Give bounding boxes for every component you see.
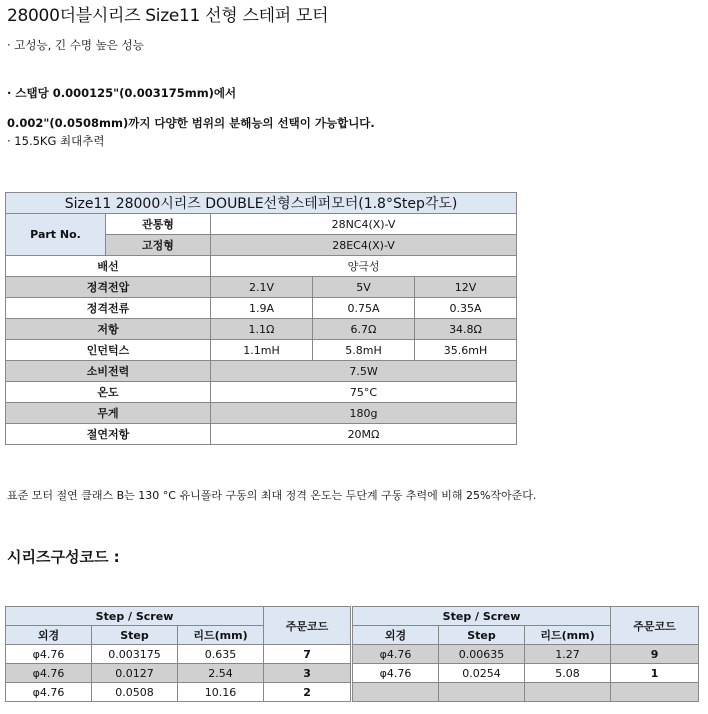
part-no-label: Part No. (6, 214, 106, 256)
spec-row-value: 180g (211, 403, 517, 424)
part-type-label: 고정형 (106, 235, 211, 256)
lead-cell (525, 683, 611, 702)
order-code-header: 주문코드 (611, 607, 699, 645)
series-code-title: 시리즈구성코드 : (7, 548, 120, 566)
step-screw-header: Step / Screw (353, 607, 611, 626)
order-code-cell: 9 (611, 645, 699, 664)
order-code-cell: 1 (611, 664, 699, 683)
step-cell: 0.003175 (92, 645, 178, 664)
lead-cell: 10.16 (178, 683, 264, 702)
spec-cell: 5.8mH (313, 340, 415, 361)
od-cell (353, 683, 439, 702)
order-code-cell: 3 (264, 664, 351, 683)
step-cell: 0.00635 (439, 645, 525, 664)
spec-row-label: 인던턱스 (6, 340, 211, 361)
spec-cell: 35.6mH (415, 340, 517, 361)
spec-cell: 34.8Ω (415, 319, 517, 340)
page-title: 28000더블시리즈 Size11 선형 스테퍼 모터 (7, 6, 329, 26)
col-header-lead: 리드(mm) (178, 626, 264, 645)
spec-cell: 0.35A (415, 298, 517, 319)
spec-cell: 2.1V (211, 277, 313, 298)
od-cell: φ4.76 (353, 664, 439, 683)
lead-cell: 0.635 (178, 645, 264, 664)
lead-cell: 2.54 (178, 664, 264, 683)
spec-row-value: 20MΩ (211, 424, 517, 445)
od-cell: φ4.76 (6, 664, 92, 683)
spec-cell: 1.9A (211, 298, 313, 319)
step-cell (439, 683, 525, 702)
spec-cell: 6.7Ω (313, 319, 415, 340)
col-header-step: Step (92, 626, 178, 645)
spec-row-value: 7.5W (211, 361, 517, 382)
spec-cell: 5V (313, 277, 415, 298)
spec-cell: 1.1Ω (211, 319, 313, 340)
feature-line-4: · 15.5KG 최대추력 (7, 134, 105, 148)
order-code-cell (611, 683, 699, 702)
part-type-label: 관통형 (106, 214, 211, 235)
spec-table (5, 192, 517, 445)
lead-cell: 5.08 (525, 664, 611, 683)
step-cell: 0.0508 (92, 683, 178, 702)
col-header-lead: 리드(mm) (525, 626, 611, 645)
spec-row-label: 절연저항 (6, 424, 211, 445)
spec-row-label: 소비전력 (6, 361, 211, 382)
spec-cell: 12V (415, 277, 517, 298)
od-cell: φ4.76 (353, 645, 439, 664)
order-code-table-right (352, 606, 699, 702)
od-cell: φ4.76 (6, 683, 92, 702)
step-cell: 0.0254 (439, 664, 525, 683)
step-screw-header: Step / Screw (6, 607, 264, 626)
col-header-od: 외경 (6, 626, 92, 645)
col-header-od: 외경 (353, 626, 439, 645)
order-code-cell: 7 (264, 645, 351, 664)
od-cell: φ4.76 (6, 645, 92, 664)
feature-line-1: · 고성능, 긴 수명 높은 성능 (7, 38, 144, 52)
order-code-table-left (5, 606, 351, 702)
spec-table-header: Size11 28000시리즈 DOUBLE선형스테퍼모터(1.8°Step각도) (6, 193, 517, 214)
step-cell: 0.0127 (92, 664, 178, 683)
order-code-header: 주문코드 (264, 607, 351, 645)
spec-row-value: 양극성 (211, 256, 517, 277)
lead-cell: 1.27 (525, 645, 611, 664)
part-number-value: 28EC4(X)-V (211, 235, 517, 256)
order-code-cell: 2 (264, 683, 351, 702)
part-number-value: 28NC4(X)-V (211, 214, 517, 235)
spec-cell: 0.75A (313, 298, 415, 319)
spec-row-label: 정격전류 (6, 298, 211, 319)
spec-row-label: 배선 (6, 256, 211, 277)
spec-row-label: 저항 (6, 319, 211, 340)
spec-row-label: 정격전압 (6, 277, 211, 298)
spec-row-label: 온도 (6, 382, 211, 403)
feature-line-2: · 스탭당 0.000125"(0.003175mm)에서 (7, 86, 237, 100)
insulation-note: 표준 모터 절연 클래스 B는 130 °C 유니폴라 구동의 최대 정격 온도는 두단계 구동 추력에 비해 25%작아준다. (7, 489, 537, 502)
feature-line-3: 0.002"(0.0508mm)까지 다양한 범위의 분해능의 선택이 가능합니다. (7, 116, 375, 130)
spec-cell: 1.1mH (211, 340, 313, 361)
spec-row-value: 75°C (211, 382, 517, 403)
spec-row-label: 무게 (6, 403, 211, 424)
col-header-step: Step (439, 626, 525, 645)
